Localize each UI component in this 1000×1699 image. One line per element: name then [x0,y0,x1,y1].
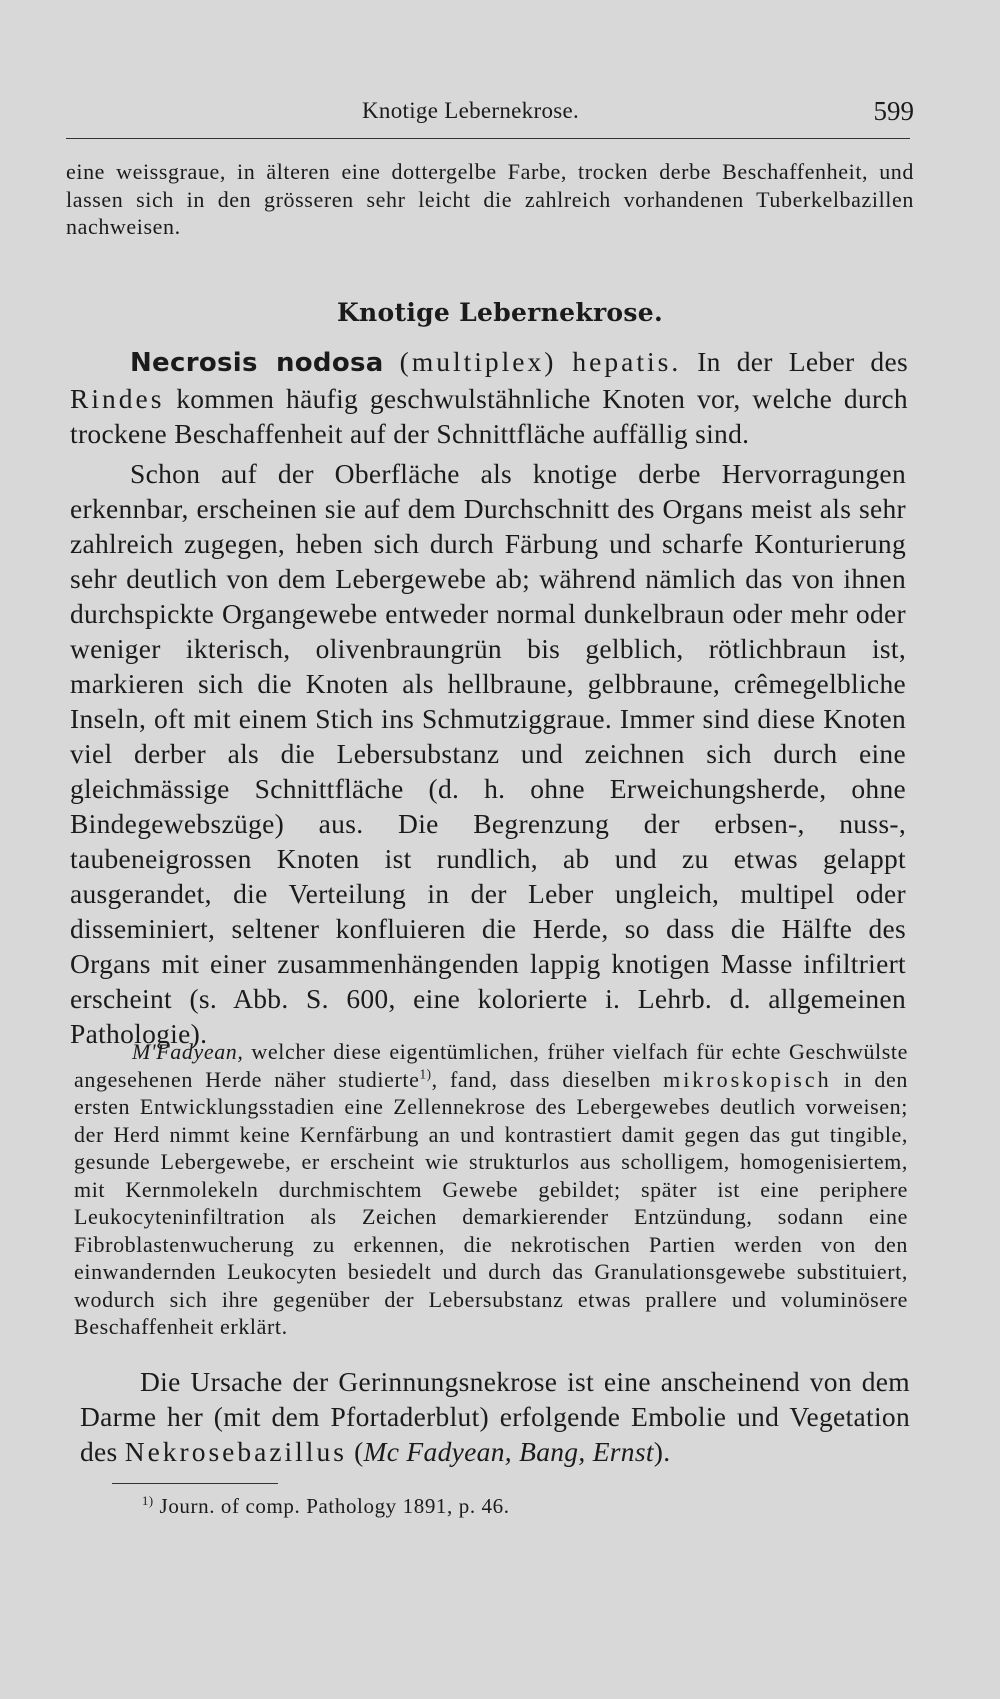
micro-text-c: in den ersten Entwicklungsstadien eine Zellennekrose des Lebergewebes deutlich vorweisen; der Herd nimmt keine Kernfärbung an und kontrastiert damit gegen das gut tingible, gesunde Lebergewebe, er erscheint wie strukturlos aus scholligem, homogenisiertem, mit Kernmolekeln durchmischtem Gewebe gebildet; später ist eine periphere Leukocyteninfiltration als Zeichen demarkierender Entzündung, sodann eine Fibroblastenwucherung zu erkennen, die nekrotischen Partien werden von den einwandernden Leukocyten besiedelt und durch das Granulationsgewebe substituiert, wodurch sich ihre gegenüber der Lebersubstanz etwas prallere und voluminösere Beschaffenheit erklärt. [74,1066,908,1339]
author-mfadyean: M'Fadyean, [132,1039,244,1064]
continued-paragraph: eine weissgraue, in älteren eine dottergelbe Farbe, trocken derbe Beschaffenheit, und lassen sich in den grösseren sehr leicht die zahlreich vorhandenen Tuberkelbazillen nachweisen. [66,159,914,239]
term-mikroskopisch: mikroskopisch [663,1066,832,1092]
term-nekrosebazillus: Nekrosebazillus [124,1436,347,1467]
footnote-mark: 1) [142,1494,154,1508]
section-heading: Knotige Lebernekrose. [337,298,663,327]
footnote-divider [112,1483,278,1484]
cause-text-c: ). [653,1436,671,1467]
cited-authors: Mc Fadyean, Bang, Ernst [363,1436,654,1467]
micro-text-a: welcher diese eigentümlichen, früher vielfach für echte Geschwülste angesehenen Herde näher studierte [74,1039,908,1092]
footnote [142,1494,510,1519]
page-number: 599 [873,96,914,126]
term-multiplex: (multiplex) [399,346,557,377]
cause-paragraph [80,1364,910,1469]
term-rindes: Rindes [70,383,165,414]
running-header [66,96,914,139]
running-title: Knotige Lebernekrose. [362,98,580,123]
term-necrosis-nodosa: Necrosis nodosa [130,348,384,378]
microscopy-paragraph [74,1038,908,1341]
cause-text-b: ( [346,1436,364,1467]
description-paragraph: Schon auf der Oberfläche als knotige derbe Hervorragungen erkennbar, erscheinen sie auf dem Durchschnitt des Organs meist als sehr zahlreich zugegen, heben sich durch Färbung und scharfe Konturierung sehr deutlich von dem Lebergewebe ab; während nämlich das von ihnen durchspickte Organgewebe entweder normal dunkelbraun oder mehr oder weniger ikterisch, olivenbraungrün bis gelblich, rötlichbraun ist, markieren sich die Knoten als hellbraune, gelbbraune, crêmegelbliche Inseln, oft mit einem Stich ins Schmutziggraue. Immer sind diese Knoten viel derber als die Lebersubstanz und zeichnen sich durch eine gleichmässige Schnittfläche (d. h. ohne Erweichungsherde, ohne Bindegewebszüge) aus. Die Begrenzung der erbsen-, nuss-, taubeneigrossen Knoten ist rundlich, ab und zu etwas gelappt ausgerandet, die Verteilung in der Leber ungleich, multipel oder disseminiert, seltener konfluieren die Herde, so dass die Hälfte des Organs mit einer zusammenhängenden lappig knotigen Masse infiltriert erscheint (s. Abb. S. 600, eine kolorierte i. Lehrb. d. allgemeinen Pathologie). [70,458,906,1049]
intro-paragraph [70,344,908,451]
intro-text-b: kommen häufig geschwulstähnliche Knoten vor, welche durch trockene Beschaffenheit auf der Schnittfläche auffällig sind. [70,383,908,449]
footnote-text: Journ. of comp. Pathology 1891, p. 46. [153,1494,510,1518]
term-hepatis: hepatis. [572,346,682,377]
intro-text-a: In der Leber des [681,346,908,377]
footnote-ref: 1) [419,1066,432,1082]
micro-text-b: , fand, dass dieselben [431,1066,664,1092]
cause-text-a: Die Ursache der Gerinnungsnekrose ist eine anscheinend von dem Darme her (mit dem Pfortaderblut) erfolgende Embolie und Vegetation des [80,1366,910,1467]
